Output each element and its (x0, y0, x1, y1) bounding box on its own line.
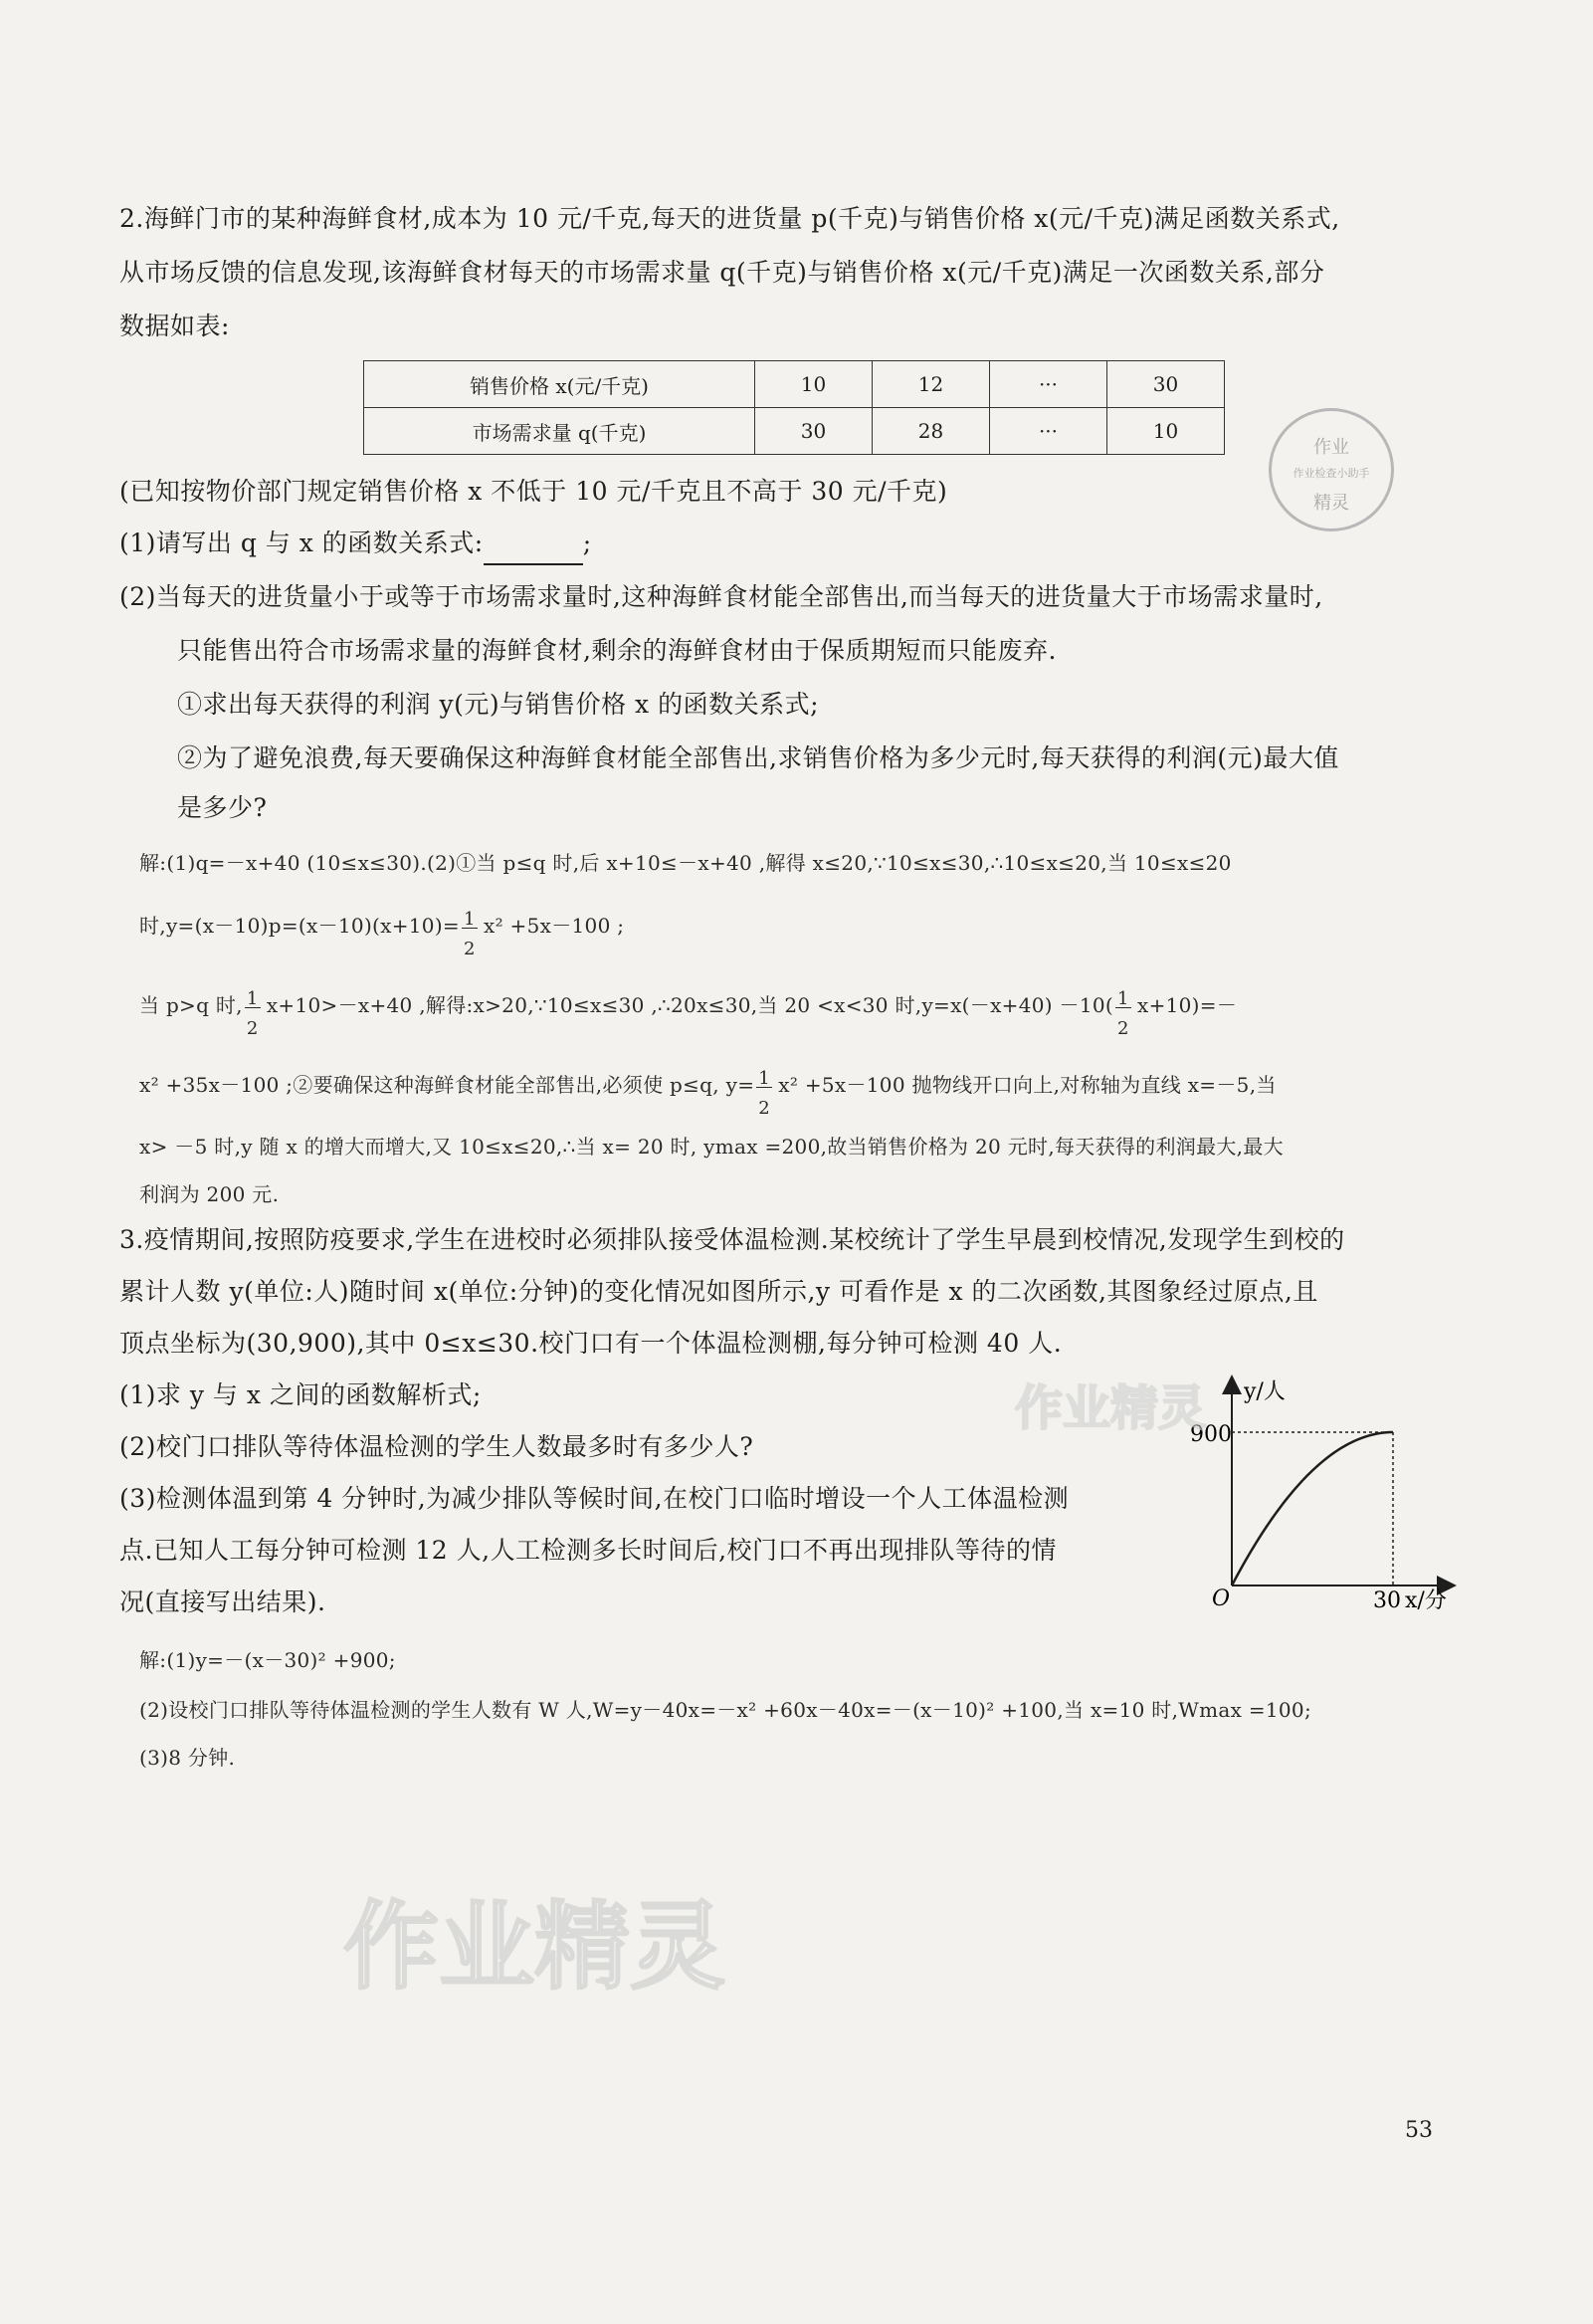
x-tick-label: 30 (1373, 1588, 1401, 1613)
fraction-denominator: 2 (758, 1097, 771, 1119)
fraction-numerator: 1 (464, 908, 476, 930)
table-cell: 28 (873, 408, 990, 455)
fraction-bar (1115, 1007, 1131, 1008)
table-header-demand: 市场需求量 q(千克) (364, 408, 755, 455)
fraction-numerator: 1 (758, 1067, 771, 1089)
stamp-top-text: 作业 (1313, 437, 1349, 458)
origin-label: O (1212, 1586, 1231, 1611)
problem3-question-3-line-3: 况(直接写出结果). (119, 1587, 326, 1616)
problem2-subquestion-1: ①求出每天获得的利润 y(元)与销售价格 x 的函数关系式; (177, 690, 819, 719)
problem2-subquestion-2-line-2: 是多少? (177, 793, 268, 822)
problem2-question-2-line-1: (2)当每天的进货量小于或等于市场需求量时,这种海鲜食材能全部售出,而当每天的进货量大于市场需求量时, (119, 582, 1323, 611)
data-table (363, 360, 1225, 455)
answer-blank (484, 537, 583, 565)
problem2-question-1 (119, 522, 1453, 565)
problem2-note: (已知按物价部门规定销售价格 x 不低于 10 元/千克且不高于 30 元/千克) (119, 477, 948, 506)
fraction-numerator: 1 (1116, 987, 1129, 1009)
problem3-intro-line-2: 累计人数 y(单位:人)随时间 x(单位:分钟)的变化情况如图所示,y 可看作是 x 的二次函数,其图象经过原点,且 (119, 1277, 1318, 1306)
watermark-mid: 作业精灵 (1015, 1380, 1207, 1436)
table-cell: 10 (755, 361, 873, 408)
quadratic-graph (1184, 1369, 1463, 1627)
watermark-bottom: 作业精灵 (343, 1891, 725, 2003)
problem2-intro-line-2: 从市场反馈的信息发现,该海鲜食材每天的市场需求量 q(千克)与销售价格 x(元/千克)满足一次函数关系,部分 (119, 258, 1325, 287)
solution-text: x+10)=－ (1136, 993, 1238, 1017)
question-text: (1)请写出 q 与 x 的函数关系式: (119, 528, 484, 557)
table-cell: 30 (1107, 361, 1225, 408)
solution2-line-2 (139, 906, 1463, 959)
table-cell: ··· (990, 408, 1107, 455)
y-tick-label: 900 (1190, 1422, 1232, 1447)
table-cell: 30 (755, 408, 873, 455)
x-axis-label: x/分 (1405, 1588, 1447, 1613)
question-end: ; (582, 528, 592, 557)
problem3-intro-line-1: 3.疫情期间,按照防疫要求,学生在进校时必须排队接受体温检测.某校统计了学生早晨到校情况,发现学生到校的 (119, 1225, 1345, 1254)
solution2-line-6: 利润为 200 元. (139, 1182, 280, 1206)
page-number: 53 (1405, 2118, 1433, 2143)
stamp-middle-text: 作业检查小助手 (1293, 467, 1370, 480)
table-cell: 10 (1107, 408, 1225, 455)
stamp-bottom-text: 精灵 (1313, 493, 1349, 514)
problem3-question-1: (1)求 y 与 x 之间的函数解析式; (119, 1380, 482, 1409)
solution-text: 时,y=(x－10)p=(x－10)(x+10)= (139, 914, 460, 938)
problem2-intro-line-1: 2.海鲜门市的某种海鲜食材,成本为 10 元/千克,每天的进货量 p(千克)与销售价格 x(元/千克)满足函数关系式, (119, 204, 1340, 233)
fraction-bar (462, 928, 478, 929)
parabola-curve (1232, 1432, 1393, 1585)
fraction-half (1113, 987, 1137, 1039)
solution2-line-4 (139, 1065, 1463, 1119)
problem2-intro-line-3: 数据如表: (119, 312, 230, 340)
solution-text: x² +5x－100 抛物线开口向上,对称轴为直线 x=－5,当 (778, 1073, 1277, 1097)
solution-text: x+10>－x+40 ,解得:x>20,∵10≤x≤30 ,∴20x≤30,当 20 <x<30 时,y=x(－x+40) －10( (266, 993, 1113, 1017)
fraction-denominator: 2 (246, 1017, 259, 1039)
table-row (364, 361, 1225, 408)
table-row (364, 408, 1225, 455)
fraction-numerator: 1 (246, 987, 259, 1009)
problem3-question-2: (2)校门口排队等待体温检测的学生人数最多时有多少人? (119, 1432, 754, 1461)
solution-text: x² +35x－100 ;②要确保这种海鲜食材能全部售出,必须使 p≤q, y= (139, 1073, 755, 1097)
solution3-line-1: 解:(1)y=－(x－30)² +900; (139, 1648, 396, 1672)
problem2-subquestion-2-line-1: ②为了避免浪费,每天要确保这种海鲜食材能全部售出,求销售价格为多少元时,每天获得的利润(元)最大值 (177, 743, 1339, 772)
fraction-bar (245, 1007, 261, 1008)
table-cell: ··· (990, 361, 1107, 408)
table-header-price: 销售价格 x(元/千克) (364, 361, 755, 408)
table-cell: 12 (873, 361, 990, 408)
fraction-denominator: 2 (464, 938, 476, 959)
problem3-question-3-line-2: 点.已知人工每分钟可检测 12 人,人工检测多长时间后,校门口不再出现排队等待的情 (119, 1536, 1058, 1565)
solution-text: 当 p>q 时, (139, 993, 243, 1017)
solution-text: x² +5x－100 ; (484, 914, 625, 938)
fraction-denominator: 2 (1116, 1017, 1129, 1039)
solution2-line-5: x> －5 时,y 随 x 的增大而增大,又 10≤x≤20,∴当 x= 20 时, ymax =200,故当销售价格为 20 元时,每天获得的利润最大,最大 (139, 1135, 1284, 1159)
solution2-line-1: 解:(1)q=－x+40 (10≤x≤30).(2)①当 p≤q 时,后 x+10≤－x+40 ,解得 x≤20,∵10≤x≤30,∴10≤x≤20,当 10≤x≤20 (139, 851, 1232, 875)
y-axis-label: y/人 (1244, 1379, 1286, 1404)
problem3-question-3-line-1: (3)检测体温到第 4 分钟时,为减少排队等候时间,在校门口临时增设一个人工体温检测 (119, 1484, 1070, 1513)
fraction-half (460, 908, 484, 959)
fraction-half (243, 987, 267, 1039)
problem3-intro-line-3: 顶点坐标为(30,900),其中 0≤x≤30.校门口有一个体温检测棚,每分钟可检测 40 人. (119, 1329, 1063, 1358)
problem2-question-2-line-2: 只能售出符合市场需求量的海鲜食材,剩余的海鲜食材由于保质期短而只能废弃. (177, 636, 1057, 665)
solution3-line-3: (3)8 分钟. (139, 1746, 236, 1770)
fraction-half (754, 1067, 778, 1119)
fraction-bar (756, 1087, 772, 1088)
solution3-line-2: (2)设校门口排队等待体温检测的学生人数有 W 人,W=y－40x=－x² +60x－40x=－(x－10)² +100,当 x=10 时,Wmax =100; (139, 1698, 1311, 1722)
solution2-line-3 (139, 985, 1463, 1039)
